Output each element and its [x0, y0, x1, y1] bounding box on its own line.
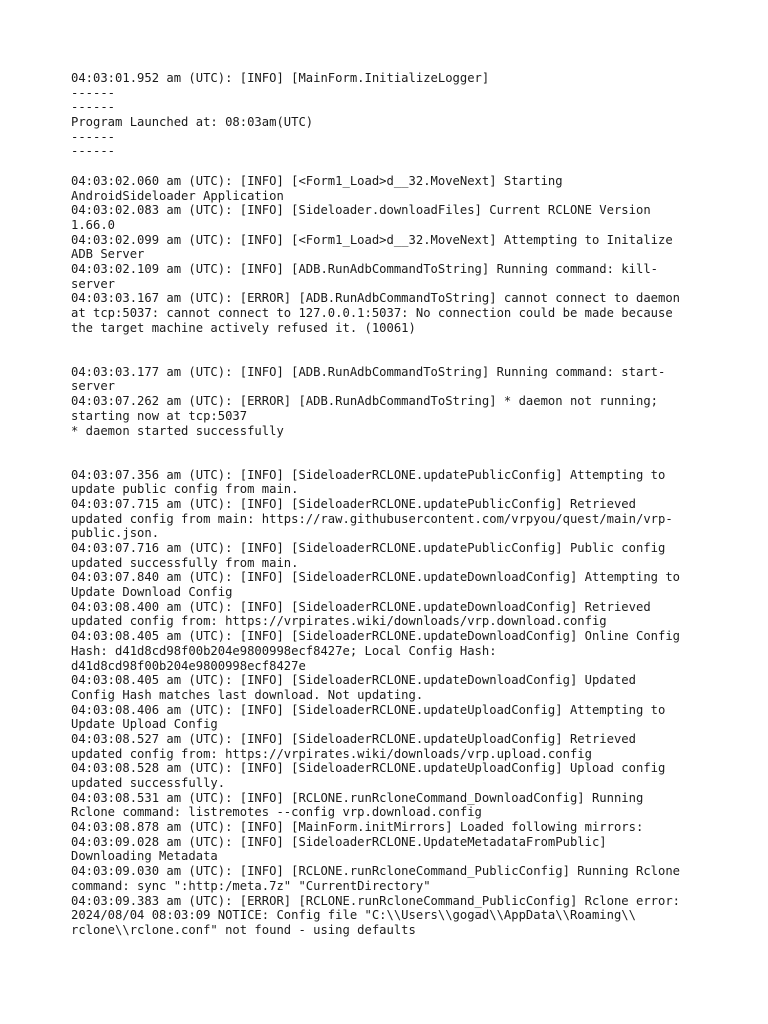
log-line [71, 159, 711, 174]
log-line: at tcp:5037: cannot connect to 127.0.0.1:5037: No connection could be made because [71, 306, 673, 320]
log-line: starting now at tcp:5037 [71, 408, 248, 423]
log-line: updated config from: https://vrpirates.wiki/downloads/vrp.upload.config [71, 746, 592, 761]
log-line: 04:03:02.060 am (UTC): [INFO] [<Form1_Load>d__32.MoveNext] Starting [71, 173, 563, 188]
log-line: updated successfully. [71, 776, 226, 790]
log-line: ADB Server [71, 247, 145, 262]
log-line: AndroidSideloader Application [71, 188, 284, 203]
log-line: 1.66.0 [71, 217, 116, 232]
log-line: 04:03:07.715 am (UTC): [INFO] [SideloaderRCLONE.updatePublicConfig] Retrieved [71, 496, 636, 511]
log-line: 04:03:08.405 am (UTC): [INFO] [SideloaderRCLONE.updateDownloadConfig] Updated [71, 673, 636, 688]
log-line: Hash: d41d8cd98f00b204e9800998ecf8427e; Local Config Hash: [71, 643, 497, 658]
log-line [71, 438, 711, 453]
log-line: 04:03:08.531 am (UTC): [INFO] [RCLONE.runRcloneCommand_DownloadConfig] Running [71, 790, 644, 805]
log-line [71, 335, 711, 350]
log-line: d41d8cd98f00b204e9800998ecf8427e [71, 658, 306, 673]
log-line: public.json. [71, 526, 160, 541]
log-line: 04:03:07.840 am (UTC): [INFO] [SideloaderRCLONE.updateDownloadConfig] Attempting to [71, 570, 681, 585]
log-line: 04:03:03.167 am (UTC): [ERROR] [ADB.RunAdbCommandToString] cannot connect to daemon [71, 291, 681, 306]
log-line: ------ [71, 144, 116, 159]
log-line [71, 453, 711, 468]
log-line: updated config from main: https://raw.githubusercontent.com/vrpyou/quest/main/vrp- [71, 511, 673, 526]
log-line: Update Download Config [71, 585, 233, 600]
log-line [71, 350, 711, 365]
log-line: server [71, 276, 116, 291]
log-line: 04:03:07.262 am (UTC): [ERROR] [ADB.RunAdbCommandToString] * daemon not running; [71, 394, 658, 409]
log-line: 04:03:08.406 am (UTC): [INFO] [SideloaderRCLONE.updateUploadConfig] Attempting to [71, 702, 666, 717]
log-line: update public config from main. [71, 482, 299, 497]
log-line: Update Upload Config [71, 717, 218, 732]
log-line: updated config from: https://vrpirates.wiki/downloads/vrp.download.config [71, 614, 607, 629]
log-line: 04:03:02.083 am (UTC): [INFO] [Sideloader.downloadFiles] Current RCLONE Version [71, 203, 651, 218]
log-line: 04:03:08.878 am (UTC): [INFO] [MainForm.initMirrors] Loaded following mirrors: [71, 820, 644, 835]
log-line: Downloading Metadata [71, 849, 218, 864]
log-line: rclone\\rclone.conf" not found - using defaults [71, 922, 416, 937]
log-line: the target machine actively refused it. (10061) [71, 320, 416, 335]
log-line: ------ [71, 85, 116, 100]
log-line: 04:03:09.383 am (UTC): [ERROR] [RCLONE.runRcloneCommand_PublicConfig] Rclone error: [71, 893, 681, 908]
log-line: 04:03:09.028 am (UTC): [INFO] [SideloaderRCLONE.UpdateMetadataFromPublic] [71, 834, 607, 849]
log-line: 04:03:02.099 am (UTC): [INFO] [<Form1_Load>d__32.MoveNext] Attempting to Initalize [71, 232, 673, 247]
log-line: 04:03:08.405 am (UTC): [INFO] [SideloaderRCLONE.updateDownloadConfig] Online Config [71, 629, 681, 644]
log-line: Config Hash matches last download. Not updating. [71, 687, 424, 702]
log-line: 04:03:07.716 am (UTC): [INFO] [SideloaderRCLONE.updatePublicConfig] Public config [71, 541, 666, 555]
log-line: 04:03:08.527 am (UTC): [INFO] [SideloaderRCLONE.updateUploadConfig] Retrieved [71, 731, 636, 746]
log-line: updated successfully from main. [71, 555, 299, 570]
log-line: command: sync ":http:/meta.7z" "CurrentDirectory" [71, 878, 431, 893]
log-line: server [71, 379, 116, 394]
log-line: 04:03:02.109 am (UTC): [INFO] [ADB.RunAdbCommandToString] Running command: kill- [71, 261, 658, 276]
log-line: * daemon started successfully [71, 423, 284, 438]
log-line: ------ [71, 100, 116, 115]
log-line: ------ [71, 129, 116, 144]
log-line: 04:03:01.952 am (UTC): [INFO] [MainForm.InitializeLogger] [71, 71, 490, 85]
log-line: 04:03:07.356 am (UTC): [INFO] [SideloaderRCLONE.updatePublicConfig] Attempting to [71, 467, 666, 482]
log-line: 04:03:09.030 am (UTC): [INFO] [RCLONE.runRcloneCommand_PublicConfig] Running Rclone [71, 864, 681, 879]
log-line: Program Launched at: 08:03am(UTC) [71, 115, 314, 130]
log-document [71, 71, 711, 938]
log-line: 2024/08/04 08:03:09 NOTICE: Config file "C:\\Users\\gogad\\AppData\\Roaming\\ [71, 908, 636, 923]
log-line: 04:03:08.400 am (UTC): [INFO] [SideloaderRCLONE.updateDownloadConfig] Retrieved [71, 599, 651, 614]
log-line: 04:03:08.528 am (UTC): [INFO] [SideloaderRCLONE.updateUploadConfig] Upload config [71, 761, 666, 776]
log-line: Rclone command: listremotes --config vrp.download.config [71, 805, 482, 820]
log-line: 04:03:03.177 am (UTC): [INFO] [ADB.RunAdbCommandToString] Running command: start- [71, 364, 666, 379]
